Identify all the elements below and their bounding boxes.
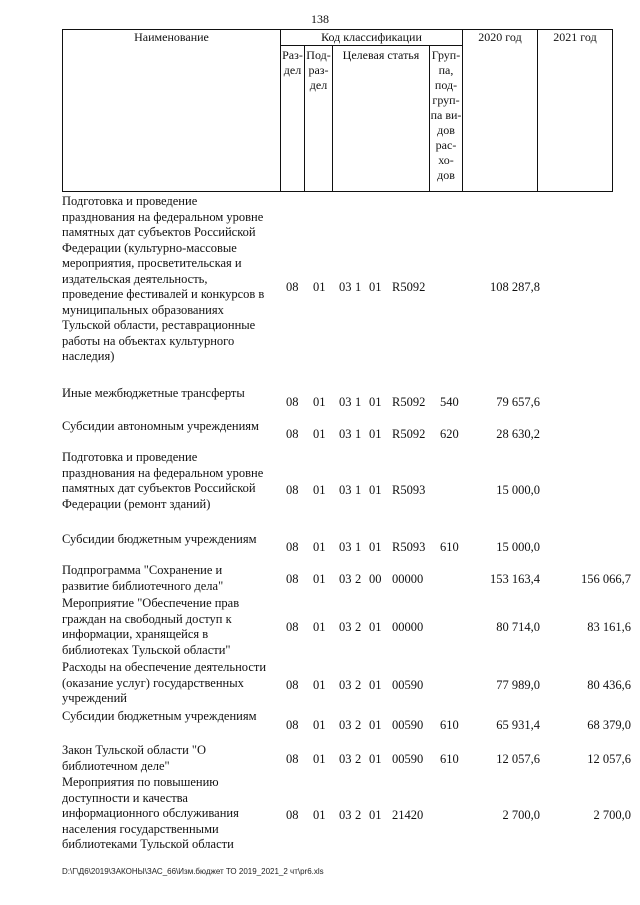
podrazdel: 01 bbox=[313, 427, 326, 441]
value-2021: 83 161,6 bbox=[587, 620, 631, 634]
podrazdel: 01 bbox=[313, 718, 326, 732]
target-code-4: 00000 bbox=[392, 572, 424, 586]
row-name: Расходы на обеспечение деятельности (оказание услуг) государственных учреждений bbox=[62, 660, 267, 705]
expense-type: 620 bbox=[440, 427, 459, 441]
value-2020: 153 163,4 bbox=[490, 572, 540, 586]
podrazdel: 01 bbox=[313, 808, 326, 822]
row-name: Субсидии бюджетным учреждениям bbox=[62, 709, 257, 723]
target-code-2: 2 bbox=[355, 572, 362, 586]
razdel: 08 bbox=[286, 678, 299, 692]
value-2021: 2 700,0 bbox=[593, 808, 631, 822]
razdel: 08 bbox=[286, 572, 299, 586]
value-2020: 80 714,0 bbox=[496, 620, 540, 634]
value-2020: 15 000,0 bbox=[496, 540, 540, 554]
podrazdel: 01 bbox=[313, 483, 326, 497]
target-code-1: 03 bbox=[339, 395, 352, 409]
value-2020: 2 700,0 bbox=[502, 808, 540, 822]
razdel: 08 bbox=[286, 718, 299, 732]
target-code-3: 01 bbox=[369, 678, 382, 692]
value-2021: 80 436,6 bbox=[587, 678, 631, 692]
razdel: 08 bbox=[286, 620, 299, 634]
footer-file-path: D:\Г\Д6\2019\ЗАКОНЫ\ЗАС_66\Изм.бюджет ТО 2019_2021_2 чт\pr6.xls bbox=[62, 867, 324, 876]
row-name: Подготовка и проведение празднования на федеральном уровне памятных дат субъектов Российской Федерации (ремонт зданий) bbox=[62, 450, 264, 511]
target-code-3: 01 bbox=[369, 620, 382, 634]
target-code-2: 1 bbox=[355, 483, 362, 497]
target-code-1: 03 bbox=[339, 752, 352, 766]
razdel: 08 bbox=[286, 427, 299, 441]
table-header bbox=[62, 29, 613, 192]
header-gruppa: Груп- па, под- груп- па ви- дов рас- хо- дов bbox=[430, 46, 463, 192]
target-code-1: 03 bbox=[339, 483, 352, 497]
target-code-1: 03 bbox=[339, 678, 352, 692]
expense-type: 610 bbox=[440, 540, 459, 554]
target-code-2: 1 bbox=[355, 540, 362, 554]
value-2021: 68 379,0 bbox=[587, 718, 631, 732]
target-code-3: 01 bbox=[369, 427, 382, 441]
target-code-4: 00590 bbox=[392, 718, 424, 732]
header-code-group: Код классификации bbox=[281, 30, 463, 46]
target-code-4: R5092 bbox=[392, 427, 426, 441]
razdel: 08 bbox=[286, 483, 299, 497]
header-celevaya: Целевая статья bbox=[333, 46, 430, 192]
target-code-4: R5092 bbox=[392, 280, 426, 294]
header-year-2021: 2021 год bbox=[538, 30, 613, 192]
target-code-1: 03 bbox=[339, 808, 352, 822]
target-code-3: 01 bbox=[369, 752, 382, 766]
header-razdel: Раз- дел bbox=[281, 46, 305, 192]
page-number: 138 bbox=[311, 12, 329, 26]
expense-type: 540 bbox=[440, 395, 459, 409]
row-name: Субсидии автономным учреждениям bbox=[62, 419, 259, 433]
target-code-2: 1 bbox=[355, 280, 362, 294]
value-2021: 156 066,7 bbox=[581, 572, 631, 586]
row-name: Подпрограмма "Сохранение и развитие библиотечного дела" bbox=[62, 563, 224, 593]
razdel: 08 bbox=[286, 280, 299, 294]
value-2020: 65 931,4 bbox=[496, 718, 540, 732]
target-code-3: 01 bbox=[369, 483, 382, 497]
podrazdel: 01 bbox=[313, 678, 326, 692]
razdel: 08 bbox=[286, 752, 299, 766]
value-2020: 15 000,0 bbox=[496, 483, 540, 497]
value-2020: 77 989,0 bbox=[496, 678, 540, 692]
value-2020: 79 657,6 bbox=[496, 395, 540, 409]
podrazdel: 01 bbox=[313, 572, 326, 586]
row-name: Закон Тульской области "О библиотечном деле" bbox=[62, 743, 207, 773]
row-name: Иные межбюджетные трансферты bbox=[62, 386, 245, 400]
target-code-3: 01 bbox=[369, 280, 382, 294]
target-code-2: 2 bbox=[355, 808, 362, 822]
target-code-1: 03 bbox=[339, 280, 352, 294]
target-code-2: 2 bbox=[355, 678, 362, 692]
razdel: 08 bbox=[286, 808, 299, 822]
target-code-2: 2 bbox=[355, 718, 362, 732]
podrazdel: 01 bbox=[313, 752, 326, 766]
podrazdel: 01 bbox=[313, 280, 326, 294]
row-name: Мероприятие "Обеспечение прав граждан на свободный доступ к информации, хранящейся в библиотеках Тульской области" bbox=[62, 596, 240, 657]
row-name: Подготовка и проведение празднования на федеральном уровне памятных дат субъектов Российской Федерации (культурно-массовые мероприятия, просветительская и издательская деятельность, проведение фестивалей и конкурсов в муниципальных образованиях Тульской области, реставрационные работы на объектах культурного наследия) bbox=[62, 194, 265, 363]
target-code-3: 01 bbox=[369, 540, 382, 554]
target-code-1: 03 bbox=[339, 540, 352, 554]
target-code-1: 03 bbox=[339, 427, 352, 441]
podrazdel: 01 bbox=[313, 395, 326, 409]
target-code-3: 01 bbox=[369, 395, 382, 409]
header-name: Наименование bbox=[63, 30, 281, 192]
target-code-4: R5092 bbox=[392, 395, 426, 409]
target-code-4: 00000 bbox=[392, 620, 424, 634]
value-2020: 12 057,6 bbox=[496, 752, 540, 766]
target-code-2: 1 bbox=[355, 395, 362, 409]
target-code-3: 00 bbox=[369, 572, 382, 586]
razdel: 08 bbox=[286, 540, 299, 554]
target-code-2: 2 bbox=[355, 620, 362, 634]
row-name: Мероприятия по повышению доступности и качества информационного обслуживания населения государственными библиотеками Тульской области bbox=[62, 775, 239, 851]
target-code-4: R5093 bbox=[392, 540, 426, 554]
target-code-4: 00590 bbox=[392, 752, 424, 766]
header-podrazdel: Под- раз- дел bbox=[305, 46, 333, 192]
podrazdel: 01 bbox=[313, 620, 326, 634]
target-code-4: 21420 bbox=[392, 808, 424, 822]
target-code-1: 03 bbox=[339, 718, 352, 732]
target-code-2: 2 bbox=[355, 752, 362, 766]
value-2020: 108 287,8 bbox=[490, 280, 540, 294]
target-code-4: R5093 bbox=[392, 483, 426, 497]
expense-type: 610 bbox=[440, 752, 459, 766]
target-code-1: 03 bbox=[339, 620, 352, 634]
target-code-1: 03 bbox=[339, 572, 352, 586]
target-code-2: 1 bbox=[355, 427, 362, 441]
razdel: 08 bbox=[286, 395, 299, 409]
podrazdel: 01 bbox=[313, 540, 326, 554]
target-code-3: 01 bbox=[369, 718, 382, 732]
expense-type: 610 bbox=[440, 718, 459, 732]
value-2021: 12 057,6 bbox=[587, 752, 631, 766]
target-code-4: 00590 bbox=[392, 678, 424, 692]
row-name: Субсидии бюджетным учреждениям bbox=[62, 532, 257, 546]
value-2020: 28 630,2 bbox=[496, 427, 540, 441]
target-code-3: 01 bbox=[369, 808, 382, 822]
header-year-2020: 2020 год bbox=[463, 30, 538, 192]
